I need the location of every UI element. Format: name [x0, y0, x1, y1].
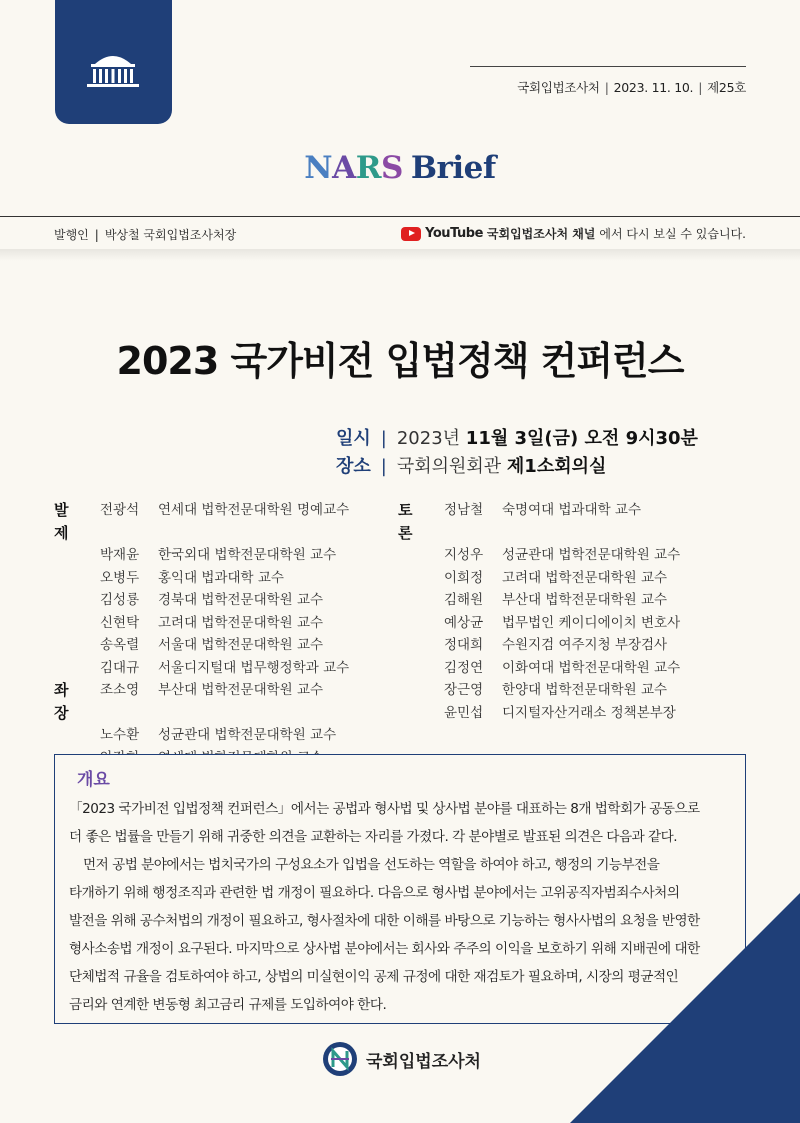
summary-line: 먼저 공법 분야에서는 법치국가의 구성요소가 입법을 선도하는 역할을 하여야 하고, 행정의 기능부전을: [83, 857, 660, 873]
person-affiliation: 연세대 법학전문대학원 명예교수: [158, 502, 350, 518]
place-building: 국회의원회관: [396, 456, 502, 477]
brand-letter-n: N: [304, 150, 333, 186]
person-row: [54, 499, 349, 544]
person-name: 박재윤: [100, 547, 140, 563]
assembly-building-icon: [81, 50, 145, 90]
summary-line: 더 좋은 법률을 만들기 위해 귀중한 의견을 교환하는 자리를 가졌다. 각 분야별로 발표된 의견은 다음과 같다.: [69, 829, 678, 845]
person-row: [54, 657, 349, 680]
event-place: 장소 | 국회의원회관 제1소회의실: [336, 456, 607, 477]
person-row: [398, 679, 680, 702]
person-affiliation: 수원지검 여주지청 부장검사: [502, 637, 668, 653]
footer-org-name: 국회입법조사처: [366, 1051, 481, 1072]
person-affiliation: 경북대 법학전문대학원 교수: [158, 592, 324, 608]
person-affiliation: 이화여대 법학전문대학원 교수: [502, 659, 681, 676]
person-row: [398, 634, 680, 657]
person-affiliation: 성균관대 법학전문대학원 교수: [158, 727, 337, 743]
page-title: 2023 국가비전 입법정책 컨퍼런스: [116, 339, 684, 383]
person-name: 전광석: [100, 502, 140, 518]
publication-date: 2023. 11. 10.: [613, 80, 694, 95]
person-affiliation: 서울디지털대 법무행정학과 교수: [158, 659, 350, 676]
national-assembly-logo-tab: [55, 0, 172, 124]
person-name: 오병두: [100, 569, 140, 586]
person-name: 정대희: [444, 637, 484, 653]
person-row: [54, 634, 349, 657]
person-name: 장근영: [444, 682, 484, 698]
person-name: 김정연: [444, 659, 484, 676]
role-label: [398, 612, 444, 635]
summary-line: 발전을 위해 공수처법의 개정이 필요하고, 형사절차에 대한 이해를 바탕으로 기능하는 형사사법의 요청을 반영한: [69, 913, 700, 929]
role-label: [54, 567, 100, 590]
role-label: [398, 634, 444, 657]
person-name: 조소영: [100, 682, 140, 698]
person-name: 김대규: [100, 659, 140, 676]
place-key: 장소: [336, 456, 371, 477]
summary-line: 「2023 국가비전 입법정책 컨퍼런스」에서는 공법과 형사법 및 상사법 분야를 대표하는 8개 법학회가 공동으로: [69, 801, 700, 817]
publisher-bar: [0, 216, 800, 250]
summary-line: 타개하기 위해 행정조직과 관련한 법 개정이 필요하다. 다음으로 형사법 분야에서는 고위공직자범죄수사처의: [69, 885, 680, 901]
brand-letter-s: S: [380, 150, 403, 186]
publication-meta: 국회입법조사처 | 2023. 11. 10. | 제25호: [517, 80, 746, 95]
youtube-notice-text: 에서 다시 보실 수 있습니다.: [599, 227, 746, 241]
role-label: [54, 657, 100, 680]
event-date: 일시 | 2023년 11월 3일(금) 오전 9시30분: [336, 428, 698, 449]
person-row: [54, 544, 349, 567]
publisher-name: 국회입법조사처: [517, 80, 600, 95]
person-name: 김성룡: [100, 592, 140, 608]
date-key: 일시: [336, 428, 371, 449]
person-name: 정남철: [444, 502, 484, 518]
footer-logo: [322, 1041, 481, 1077]
issuer-info: 발행인 | 박상철 국회입법조사처장: [54, 228, 237, 242]
person-row: [398, 657, 680, 680]
brand-brief: Brief: [410, 150, 496, 186]
person-affiliation: 서울대 법학전문대학원 교수: [158, 637, 324, 653]
role-label: [54, 544, 100, 567]
person-row: [398, 544, 680, 567]
summary-line: 단체법적 규율을 검토하여야 하고, 상법의 미실현이익 공제 규정에 대한 재검토가 필요하며, 시장의 평균적인: [69, 969, 679, 985]
youtube-play-icon: [401, 227, 421, 241]
person-name: 송옥렬: [100, 637, 140, 653]
person-row: [398, 589, 680, 612]
role-label: [398, 657, 444, 680]
person-affiliation: 한양대 법학전문대학원 교수: [502, 682, 668, 698]
person-affiliation: 부산대 법학전문대학원 교수: [158, 682, 324, 698]
summary-line: 형사소송법 개정이 요구된다. 마지막으로 상사법 분야에서는 회사와 주주의 이익을 보호하기 위해 지배권에 대한: [69, 941, 700, 957]
date-detail: 11월 3일(금) 오전 9시30분: [465, 428, 698, 449]
role-label: [54, 589, 100, 612]
brand-letter-r: R: [355, 150, 381, 186]
role-label: 토 론: [398, 501, 417, 542]
person-name: 노수환: [100, 727, 140, 743]
date-year: 2023년: [396, 428, 461, 449]
person-row: [54, 612, 349, 635]
person-affiliation: 부산대 법학전문대학원 교수: [502, 592, 668, 608]
brand-letter-a: A: [332, 150, 356, 186]
role-label: [54, 634, 100, 657]
role-label: [398, 589, 444, 612]
person-name: 신현탁: [100, 614, 140, 631]
person-name: 지성우: [444, 547, 484, 563]
person-row: [54, 679, 349, 724]
person-affiliation: 법무법인 케이디에이치 변호사: [502, 614, 681, 631]
person-row: [398, 612, 680, 635]
youtube-channel-name: 국회입법조사처 채널: [486, 227, 596, 241]
person-row: [54, 567, 349, 590]
summary-line: 금리와 연계한 변동형 최고금리 규제를 도입하여야 한다.: [69, 997, 387, 1013]
header-rule: [470, 66, 746, 67]
person-name: 예상균: [444, 614, 484, 631]
nars-brief-logo: [0, 150, 800, 186]
person-row: [54, 589, 349, 612]
role-label: [398, 702, 444, 725]
person-row: [398, 567, 680, 590]
role-label: [398, 567, 444, 590]
role-label: [398, 679, 444, 702]
person-affiliation: 성균관대 법학전문대학원 교수: [502, 547, 681, 563]
person-affiliation: 디지털자산거래소 정책본부장: [502, 704, 676, 721]
person-row: [54, 724, 349, 747]
role-label: 발 제: [54, 501, 73, 542]
person-name: 이희정: [444, 569, 484, 586]
issuer-name: 박상철 국회입법조사처장: [104, 228, 237, 242]
summary-heading: 개요: [77, 770, 110, 790]
person-affiliation: 숙명여대 법과대학 교수: [502, 502, 641, 518]
youtube-wordmark: YouTube: [425, 226, 483, 241]
discussants: [398, 499, 680, 724]
person-name: 윤민섭: [444, 704, 484, 721]
person-name: 김해원: [444, 592, 484, 608]
role-label: [54, 724, 100, 747]
person-row: [398, 702, 680, 725]
presenters-and-chairs: [54, 499, 349, 769]
person-row: [398, 499, 680, 544]
place-room: 제1소회의실: [506, 456, 607, 477]
nars-emblem-icon: [322, 1041, 358, 1077]
role-label: 좌 장: [54, 681, 73, 722]
person-affiliation: 홍익대 법과대학 교수: [158, 569, 284, 586]
person-affiliation: 고려대 법학전문대학원 교수: [158, 614, 324, 631]
bar-shadow: [0, 249, 800, 261]
issuer-label: 발행인: [54, 228, 89, 242]
youtube-notice[interactable]: [401, 225, 746, 242]
role-label: [398, 544, 444, 567]
person-affiliation: 한국외대 법학전문대학원 교수: [158, 547, 337, 563]
issue-number: 제25호: [707, 80, 746, 95]
person-affiliation: 고려대 법학전문대학원 교수: [502, 569, 668, 586]
role-label: [54, 612, 100, 635]
corner-decoration: [570, 893, 800, 1123]
